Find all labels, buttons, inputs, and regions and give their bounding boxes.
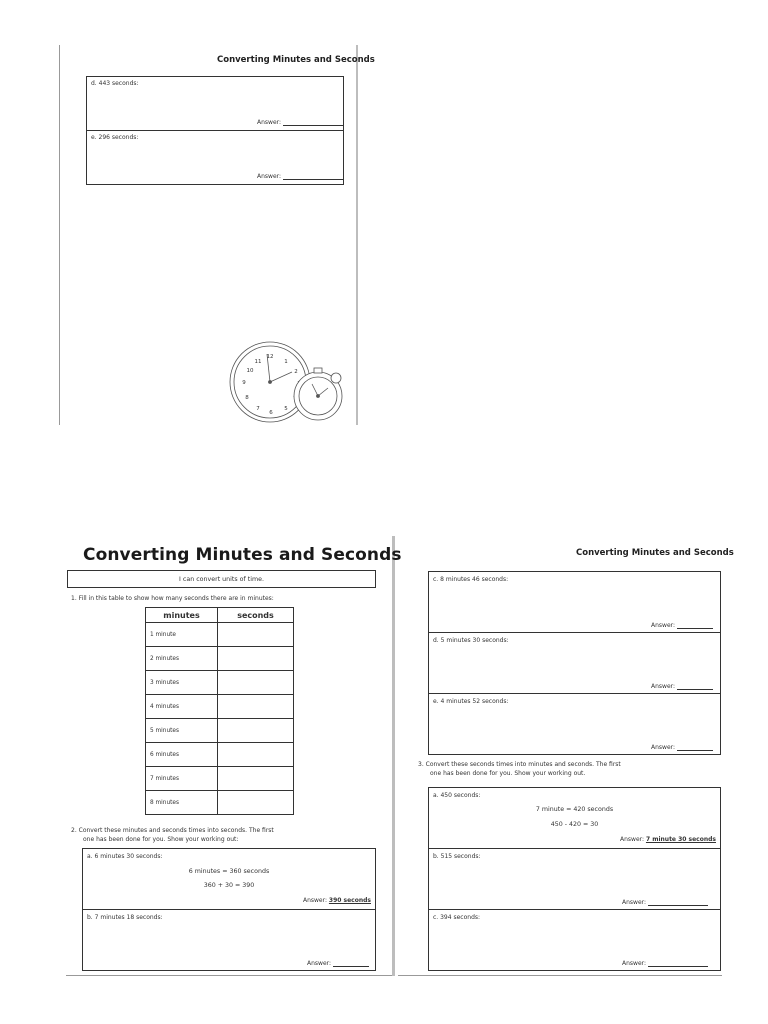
seconds-input-cell[interactable] (218, 623, 294, 647)
working-line: 360 + 30 = 390 (203, 882, 255, 889)
top-page-left-edge (59, 45, 60, 425)
answer-value: 390 seconds (328, 897, 371, 904)
objective-text: I can convert units of time. (179, 576, 264, 583)
table-row (146, 719, 294, 743)
seconds-input-cell[interactable] (218, 791, 294, 815)
answer-value: 7 minute 30 seconds (645, 836, 716, 843)
question-label: c. 8 minutes 46 seconds: (433, 576, 509, 583)
top-page-header: Converting Minutes and Seconds (217, 55, 375, 65)
q2c-box (428, 571, 721, 633)
answer-example: Answer: 7 minute 30 seconds (620, 836, 716, 843)
table-row (146, 743, 294, 767)
clock-numeral: 8 (245, 395, 249, 401)
minutes-cell: 1 minute (146, 623, 218, 647)
bottom-left-page-edge (392, 536, 395, 976)
q2b-box (82, 909, 376, 971)
answer-line[interactable]: Answer: (307, 960, 369, 967)
question-label: d. 5 minutes 30 seconds: (433, 637, 509, 644)
table-row (146, 647, 294, 671)
question-label: a. 6 minutes 30 seconds: (87, 853, 163, 860)
question-label: e. 4 minutes 52 seconds: (433, 698, 509, 705)
table-row (146, 695, 294, 719)
working-line: 7 minute = 420 seconds (535, 806, 614, 813)
q2e-box (428, 693, 721, 755)
q3a-box (428, 787, 721, 849)
clock-numeral: 1 (284, 359, 288, 365)
working-line: 6 minutes = 360 seconds (188, 868, 270, 875)
question-label: a. 450 seconds: (433, 792, 481, 799)
question-label: d. 443 seconds: (91, 80, 139, 87)
table-row (146, 767, 294, 791)
answer-line[interactable]: Answer: (622, 960, 708, 967)
right-page-header: Converting Minutes and Seconds (576, 548, 734, 558)
col-seconds-header: seconds (218, 608, 294, 623)
clock-numeral: 11 (254, 359, 262, 365)
q2a-box (82, 848, 376, 910)
objective-box (67, 570, 376, 588)
bottom-left-page-footer-rule (66, 975, 392, 976)
clock-stopwatch-illustration (226, 340, 348, 426)
col-minutes-header: minutes (146, 608, 218, 623)
seconds-input-cell[interactable] (218, 743, 294, 767)
q3-instruction-line1: 3. Convert these seconds times into minutes and seconds. The first (418, 761, 621, 768)
top-page-right-edge (356, 45, 358, 425)
question-label: c. 394 seconds: (433, 914, 481, 921)
question-label: b. 515 seconds: (433, 853, 481, 860)
answer-line[interactable]: Answer: (651, 622, 713, 629)
clock-numeral: 12 (266, 354, 274, 360)
answer-line[interactable]: Answer: (622, 899, 708, 906)
working-line: 450 - 420 = 30 (550, 821, 599, 828)
seconds-input-cell[interactable] (218, 647, 294, 671)
seconds-input-cell[interactable] (218, 695, 294, 719)
clock-numeral: 10 (246, 368, 254, 374)
answer-line[interactable]: Answer: (651, 744, 713, 751)
seconds-input-cell[interactable] (218, 719, 294, 743)
minutes-seconds-table (145, 607, 294, 815)
minutes-cell: 6 minutes (146, 743, 218, 767)
table-row (146, 791, 294, 815)
page-title: Converting Minutes and Seconds (83, 545, 402, 565)
seconds-input-cell[interactable] (218, 767, 294, 791)
answer-example: Answer: 390 seconds (302, 897, 371, 904)
minutes-cell: 8 minutes (146, 791, 218, 815)
bottom-right-page-footer-rule (398, 975, 722, 976)
seconds-input-cell[interactable] (218, 671, 294, 695)
answer-line[interactable]: Answer: (651, 683, 713, 690)
question-label: e. 296 seconds: (91, 134, 139, 141)
q3c-box (428, 909, 721, 971)
clock-numerals (242, 354, 301, 416)
minutes-cell: 7 minutes (146, 767, 218, 791)
top-question-d-box (86, 76, 344, 131)
clock-numeral: 2 (294, 369, 298, 375)
table-row (146, 671, 294, 695)
clock-numeral: 9 (242, 380, 246, 386)
table-row (146, 623, 294, 647)
q3-instruction-line2: one has been done for you. Show your working out. (430, 770, 586, 777)
clock-numeral: 7 (256, 406, 260, 412)
clock-numeral: 6 (269, 410, 273, 416)
minutes-cell: 5 minutes (146, 719, 218, 743)
stopwatch-icon (294, 368, 342, 420)
top-question-e-box (86, 130, 344, 185)
q2d-box (428, 632, 721, 694)
q2-instruction-line2: one has been done for you. Show your working out: (83, 836, 239, 843)
clock-numeral: 5 (284, 406, 288, 412)
q3b-box (428, 848, 721, 910)
minutes-cell: 2 minutes (146, 647, 218, 671)
q2-instruction-line1: 2. Convert these minutes and seconds times into seconds. The first (71, 827, 274, 834)
minutes-cell: 4 minutes (146, 695, 218, 719)
answer-line[interactable]: Answer: (257, 119, 343, 126)
minutes-cell: 3 minutes (146, 671, 218, 695)
answer-line[interactable]: Answer: (257, 173, 343, 180)
q1-instruction: 1. Fill in this table to show how many seconds there are in minutes: (71, 595, 274, 602)
question-label: b. 7 minutes 18 seconds: (87, 914, 163, 921)
